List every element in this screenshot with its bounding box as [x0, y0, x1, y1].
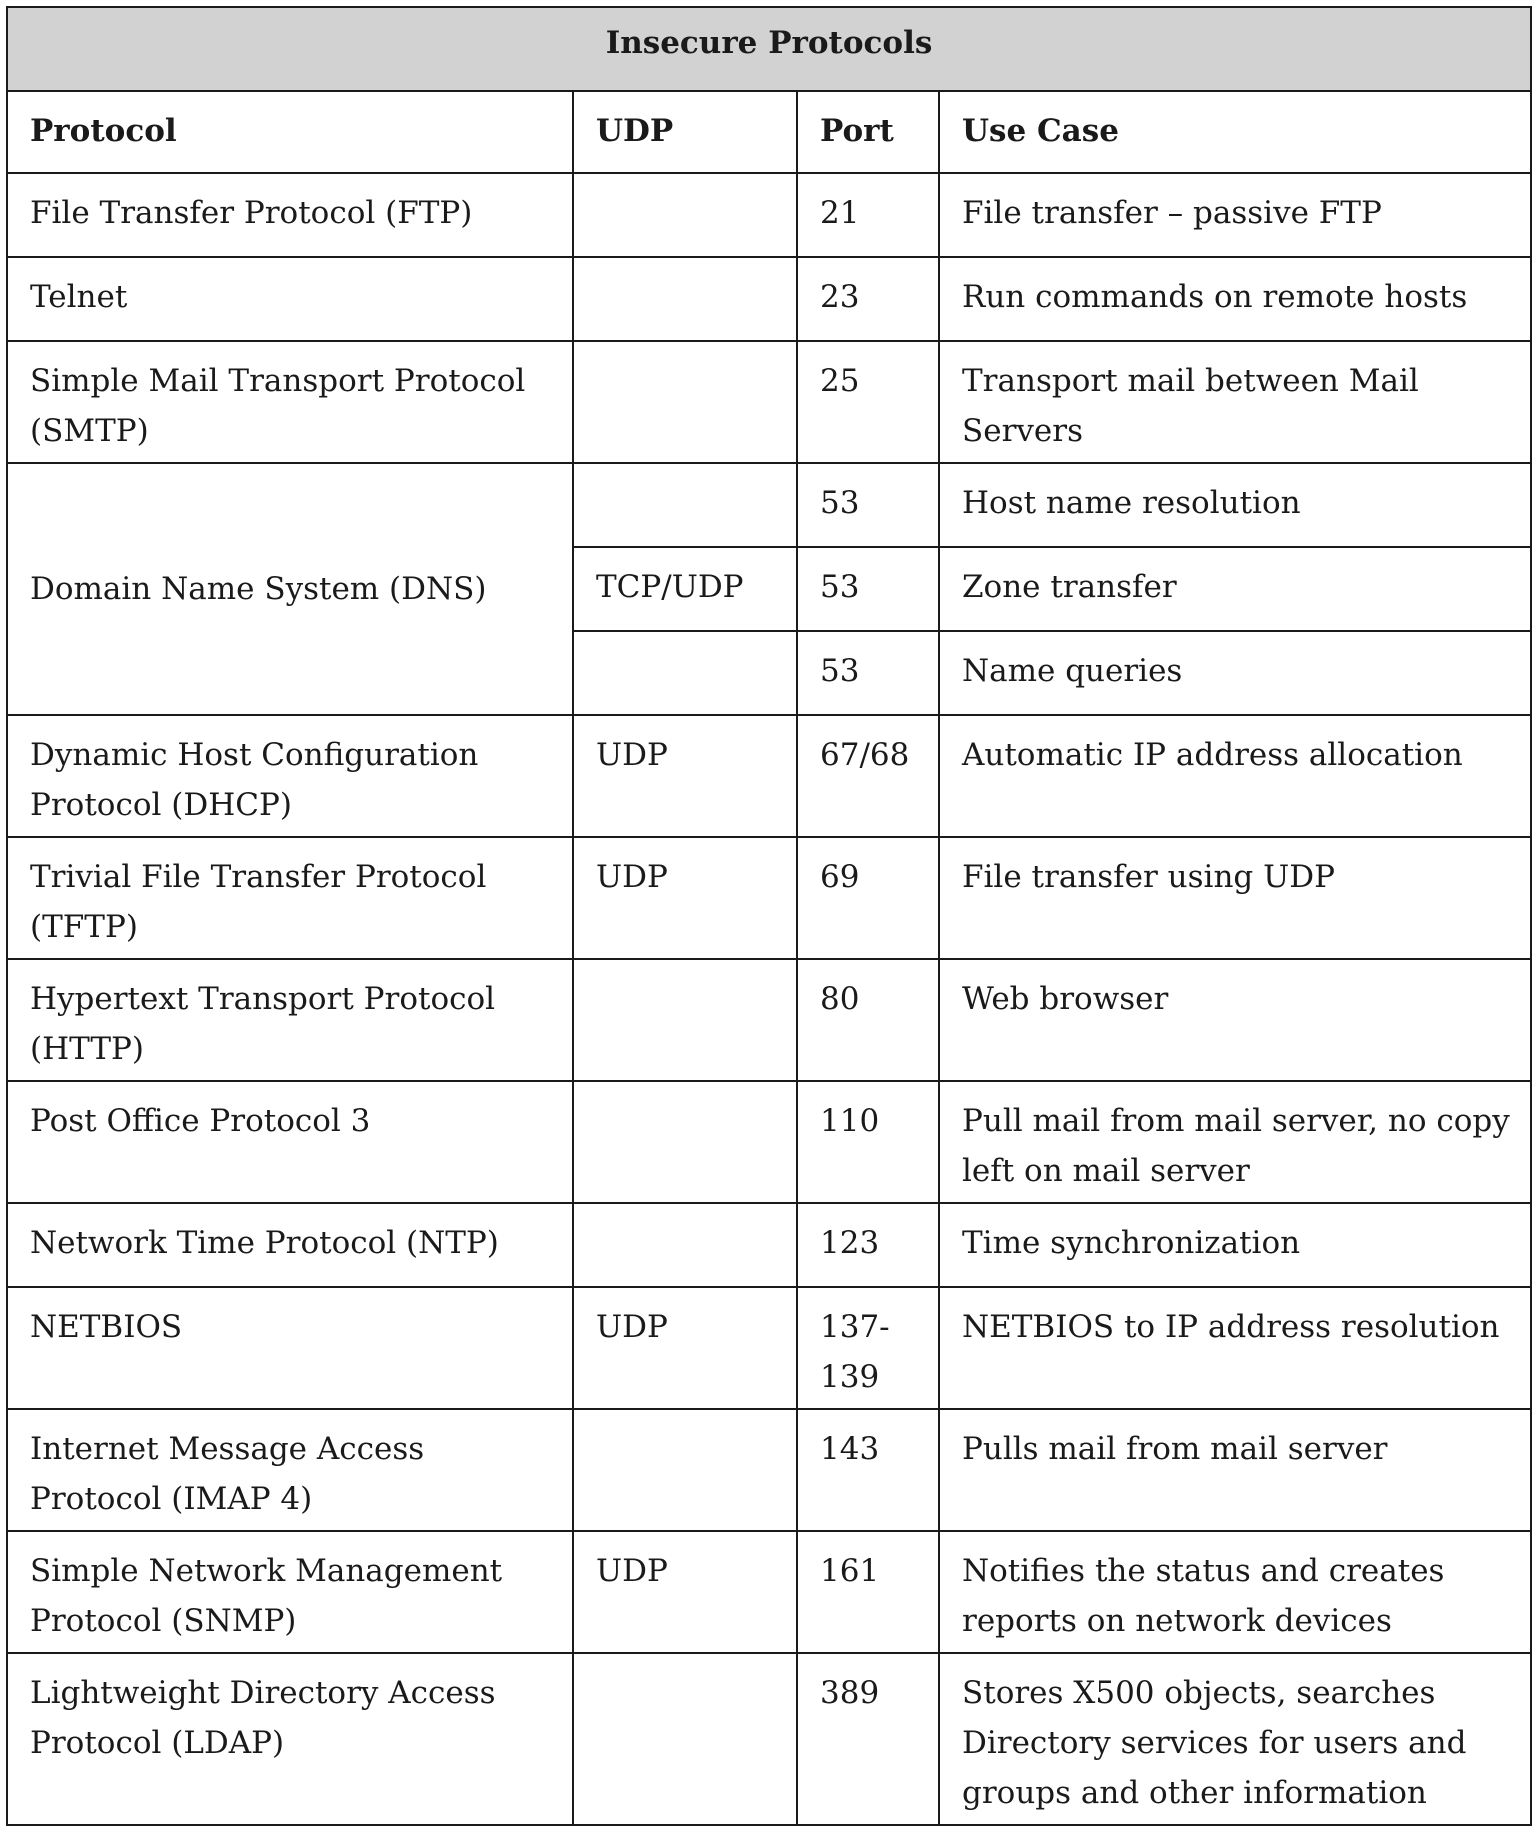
protocol-cell: NETBIOS [7, 1287, 573, 1409]
use-case-cell: Notifies the status and creates reports on network devices [939, 1531, 1531, 1653]
use-case-cell: Host name resolution [939, 463, 1531, 547]
port-cell: 53 [797, 631, 939, 715]
protocol-cell: Network Time Protocol (NTP) [7, 1203, 573, 1287]
table-title: Insecure Protocols [7, 7, 1531, 91]
protocol-cell: Dynamic Host Configuration Protocol (DHCP) [7, 715, 573, 837]
port-cell: 110 [797, 1081, 939, 1203]
protocol-cell: File Transfer Protocol (FTP) [7, 173, 573, 257]
port-cell: 69 [797, 837, 939, 959]
udp-cell: TCP/UDP [573, 547, 797, 631]
port-cell: 161 [797, 1531, 939, 1653]
udp-cell [573, 1081, 797, 1203]
use-case-cell: File transfer using UDP [939, 837, 1531, 959]
header-use-case: Use Case [939, 91, 1531, 173]
udp-cell [573, 959, 797, 1081]
udp-cell [573, 257, 797, 341]
table-row [7, 1081, 1531, 1203]
use-case-cell: Web browser [939, 959, 1531, 1081]
udp-cell [573, 1409, 797, 1531]
protocol-cell: Post Office Protocol 3 [7, 1081, 573, 1203]
protocol-cell: Internet Message Access Protocol (IMAP 4) [7, 1409, 573, 1531]
use-case-cell: File transfer – passive FTP [939, 173, 1531, 257]
udp-cell: UDP [573, 1287, 797, 1409]
protocol-cell: Trivial File Transfer Protocol (TFTP) [7, 837, 573, 959]
port-cell: 53 [797, 547, 939, 631]
udp-cell: UDP [573, 1531, 797, 1653]
table-row [7, 1531, 1531, 1653]
port-cell: 137-139 [797, 1287, 939, 1409]
udp-cell [573, 341, 797, 463]
use-case-cell: Zone transfer [939, 547, 1531, 631]
table-row [7, 257, 1531, 341]
udp-cell [573, 463, 797, 547]
udp-cell [573, 1203, 797, 1287]
port-cell: 53 [797, 463, 939, 547]
table-row [7, 1653, 1531, 1825]
header-port: Port [797, 91, 939, 173]
table-row [7, 173, 1531, 257]
header-udp: UDP [573, 91, 797, 173]
port-cell: 25 [797, 341, 939, 463]
use-case-cell: Time synchronization [939, 1203, 1531, 1287]
udp-cell [573, 173, 797, 257]
table-row [7, 1409, 1531, 1531]
use-case-cell: Stores X500 objects, searches Directory services for users and groups and other information [939, 1653, 1531, 1825]
insecure-protocols-table [6, 6, 1532, 1826]
use-case-cell: Run commands on remote hosts [939, 257, 1531, 341]
table-row [7, 715, 1531, 837]
table-row [7, 1203, 1531, 1287]
use-case-cell: Name queries [939, 631, 1531, 715]
use-case-cell: Automatic IP address allocation [939, 715, 1531, 837]
table-row [7, 463, 1531, 547]
protocol-cell: Simple Network Management Protocol (SNMP) [7, 1531, 573, 1653]
udp-cell: UDP [573, 715, 797, 837]
protocol-cell: Telnet [7, 257, 573, 341]
use-case-cell: Pulls mail from mail server [939, 1409, 1531, 1531]
table-row [7, 341, 1531, 463]
udp-cell [573, 1653, 797, 1825]
port-cell: 67/68 [797, 715, 939, 837]
port-cell: 23 [797, 257, 939, 341]
protocol-cell: Domain Name System (DNS) [7, 463, 573, 715]
protocol-cell: Simple Mail Transport Protocol (SMTP) [7, 341, 573, 463]
use-case-cell: NETBIOS to IP address resolution [939, 1287, 1531, 1409]
header-row [7, 91, 1531, 173]
table-row [7, 959, 1531, 1081]
udp-cell [573, 631, 797, 715]
protocol-cell: Lightweight Directory Access Protocol (LDAP) [7, 1653, 573, 1825]
table-row [7, 837, 1531, 959]
port-cell: 123 [797, 1203, 939, 1287]
port-cell: 80 [797, 959, 939, 1081]
table-row [7, 1287, 1531, 1409]
udp-cell: UDP [573, 837, 797, 959]
port-cell: 389 [797, 1653, 939, 1825]
protocol-cell: Hypertext Transport Protocol (HTTP) [7, 959, 573, 1081]
port-cell: 143 [797, 1409, 939, 1531]
header-protocol: Protocol [7, 91, 573, 173]
use-case-cell: Transport mail between Mail Servers [939, 341, 1531, 463]
use-case-cell: Pull mail from mail server, no copy left on mail server [939, 1081, 1531, 1203]
port-cell: 21 [797, 173, 939, 257]
